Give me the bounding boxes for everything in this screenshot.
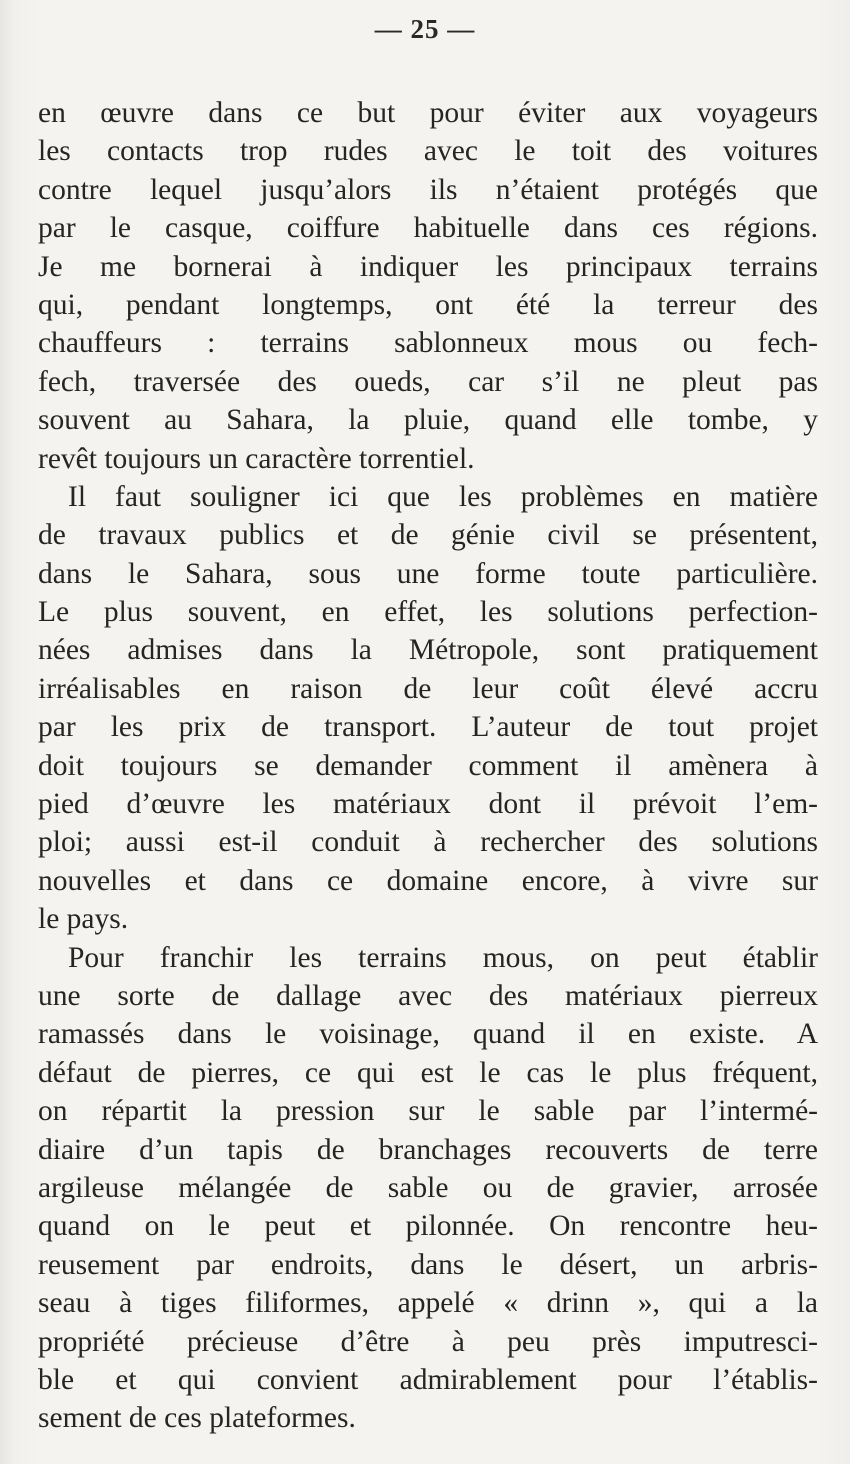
paragraph-first-line: Pour franchir les terrains mous, on peut établir [68,941,818,974]
page-number: — 25 — [374,14,476,44]
text-line: Je me bornerai à indiquer les principaux terrains [38,250,818,283]
text-line: Le plus souvent, en effet, les solutions perfection- [38,596,818,629]
text-line: ramassés dans le voisinage, quand il en existe. A [38,1018,818,1051]
text-line: reusement par endroits, dans le désert, un arbris- [38,1248,818,1281]
text-line: argileuse mélangée de sable ou de gravier, arrosée [38,1171,818,1204]
text-line: nouvelles et dans ce domaine encore, à vivre sur [38,864,818,897]
text-line: propriété précieuse d’être à peu près imputresci- [38,1325,818,1358]
text-line: irréalisables en raison de leur coût élevé accru [38,672,818,705]
text-line: en œuvre dans ce but pour éviter aux voyageurs [38,97,818,129]
text-line: souvent au Sahara, la pluie, quand elle tombe, y [38,404,818,437]
text-line: par le casque, coiffure habituelle dans ces régions. [38,212,818,245]
text-line: contre lequel jusqu’alors ils n’étaient protégés que [38,173,818,206]
text-line: dans le Sahara, sous une forme toute particulière. [38,557,818,590]
body-text [38,94,818,1438]
paragraph-last-line: sement de ces plateformes. [38,1402,356,1435]
paragraph-last-line: revêt toujours un caractère torrentiel. [38,442,475,475]
text-line: nées admises dans la Métropole, sont pratiquement [38,634,818,667]
text-line: on répartit la pression sur le sable par l’intermé- [38,1095,818,1128]
text-line: pied d’œuvre les matériaux dont il prévoit l’em- [38,788,818,821]
text-line: quand on le peut et pilonnée. On rencontre heu- [38,1210,818,1243]
text-line: ploi; aussi est-il conduit à rechercher des solutions [38,826,818,859]
paragraph-last-line: le pays. [38,903,129,936]
text-line: défaut de pierres, ce qui est le cas le plus fréquent, [38,1056,818,1089]
text-line: ble et qui convient admirablement pour l’établis- [38,1363,818,1396]
text-line: chauffeurs : terrains sablonneux mous ou fech- [38,327,818,360]
text-line: de travaux publics et de génie civil se présentent, [38,519,818,552]
text-line: une sorte de dallage avec des matériaux pierreux [38,979,818,1012]
text-line: diaire d’un tapis de branchages recouverts de terre [38,1133,818,1166]
text-line: seau à tiges filiformes, appelé « drinn », qui a la [38,1287,818,1320]
text-line: qui, pendant longtemps, ont été la terreur des [38,288,818,321]
text-line: par les prix de transport. L’auteur de tout projet [38,711,818,744]
text-line: doit toujours se demander comment il amènera à [38,749,818,782]
text-line: les contacts trop rudes avec le toit des voitures [38,135,818,168]
paragraph-first-line: Il faut souligner ici que les problèmes en matière [68,480,818,513]
text-line: fech, traversée des oueds, car s’il ne pleut pas [38,365,818,398]
